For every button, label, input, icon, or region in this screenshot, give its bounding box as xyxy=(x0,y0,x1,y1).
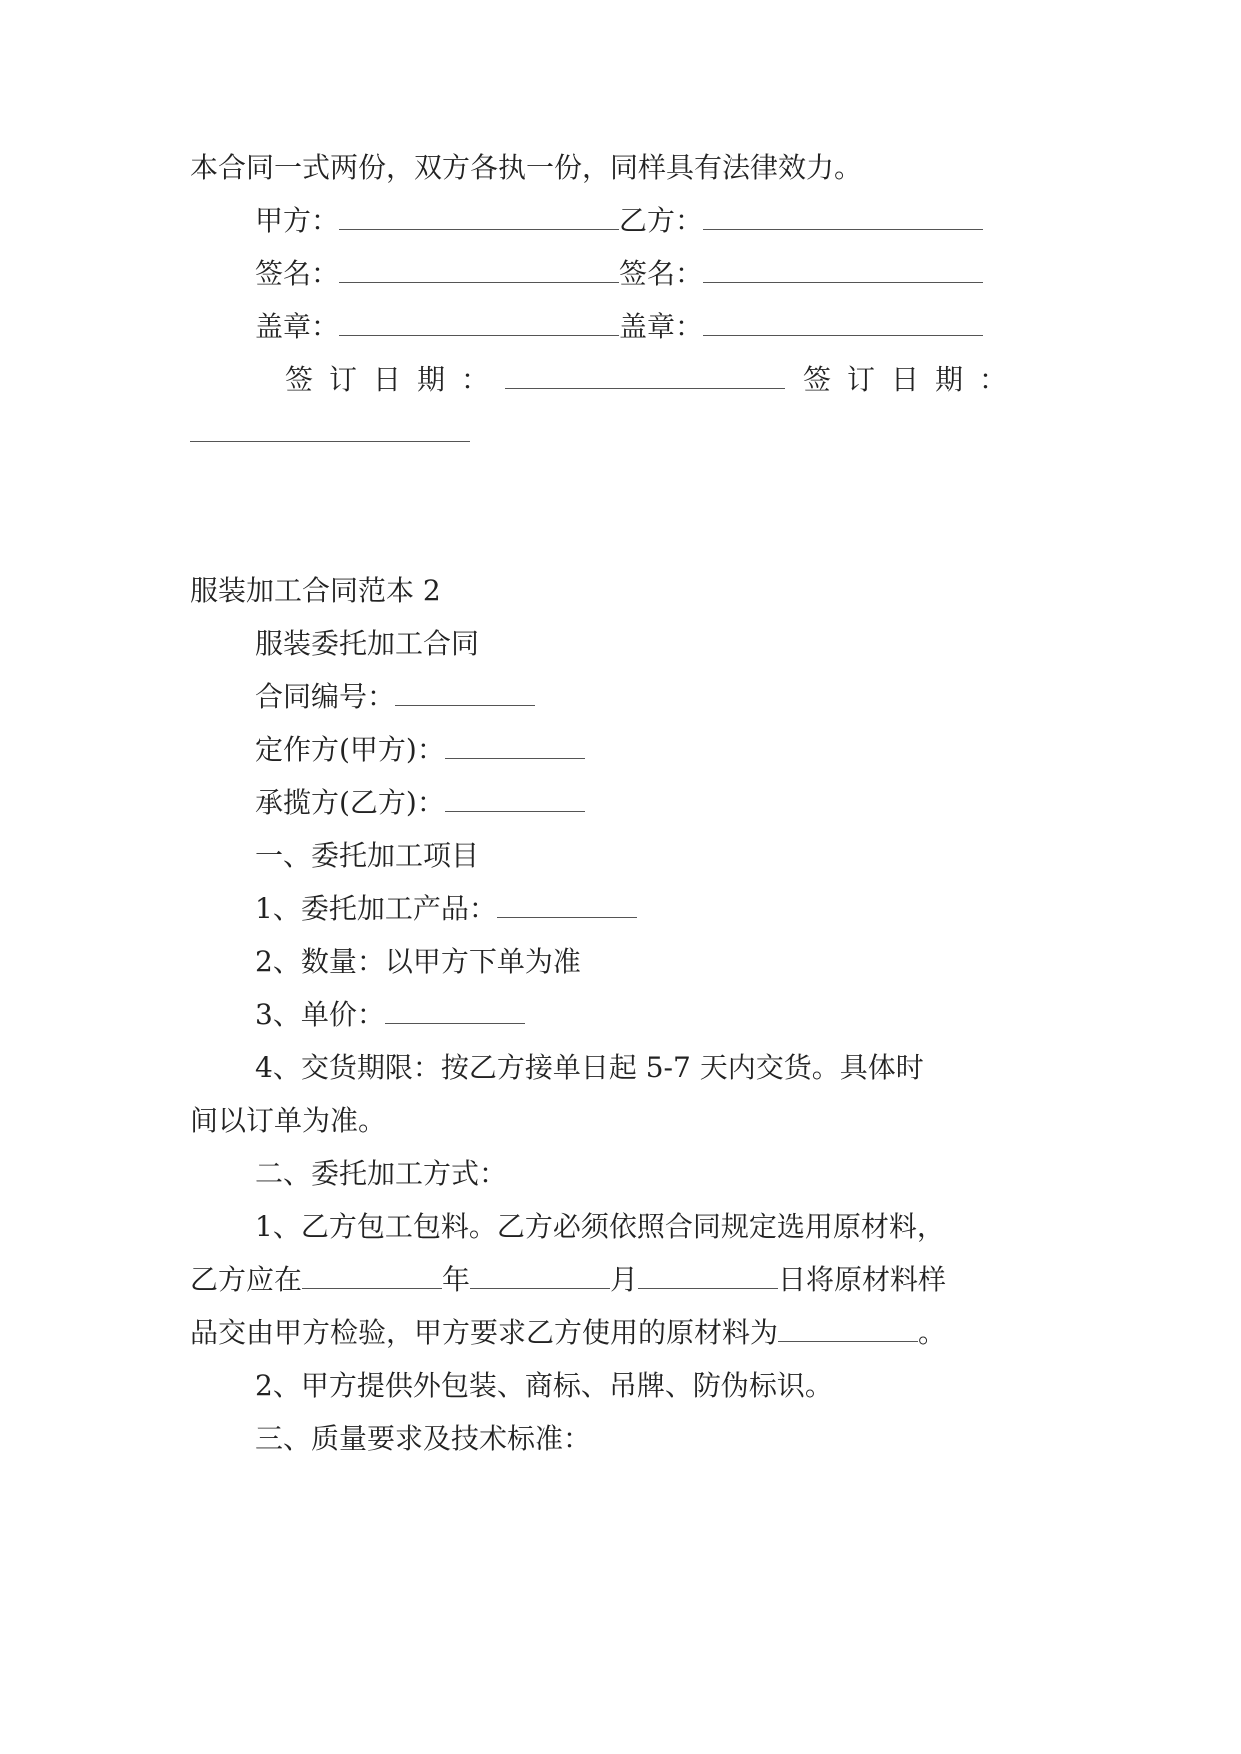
party-row xyxy=(255,201,983,241)
text-line xyxy=(255,1366,833,1406)
seal-row xyxy=(255,307,983,347)
seal-b-label: 盖章： xyxy=(619,310,704,343)
ordering-party-label: 定作方(甲方)： xyxy=(255,733,445,766)
product-blank xyxy=(497,893,637,918)
text-line xyxy=(255,1154,507,1194)
day-blank xyxy=(638,1264,778,1289)
year-label: 年 xyxy=(442,1263,471,1296)
section-heading-1: 一、委托加工项目 xyxy=(255,839,480,872)
packaging-clause: 2、甲方提供外包装、商标、吊牌、防伪标识。 xyxy=(255,1369,833,1402)
contract-number-blank xyxy=(395,681,535,706)
section-heading-2: 二、委托加工方式： xyxy=(255,1157,508,1190)
seal-a-blank xyxy=(339,311,619,336)
unit-price-row xyxy=(255,995,525,1035)
product-row xyxy=(255,889,637,929)
product-label: 1、委托加工产品： xyxy=(255,892,497,925)
signature-b-label: 签名： xyxy=(619,257,704,290)
text-line xyxy=(190,1101,386,1141)
month-label: 月 xyxy=(610,1263,639,1296)
delivery-clause-cont: 间以订单为准。 xyxy=(190,1104,387,1137)
text-line xyxy=(255,1048,924,1088)
materials-blank xyxy=(778,1317,918,1342)
section-heading-3: 三、质量要求及技术标准： xyxy=(255,1422,592,1455)
template-title: 服装加工合同范本 2 xyxy=(190,574,441,607)
sign-date-b-label: 签订日期： xyxy=(803,363,1024,396)
contract-number-label: 合同编号： xyxy=(255,680,396,713)
sign-date-a-label: 签订日期： xyxy=(285,363,506,396)
quantity-clause: 2、数量：以甲方下单为准 xyxy=(255,945,581,978)
year-blank xyxy=(302,1264,442,1289)
contract-copies-clause: 本合同一式两份，双方各执一份，同样具有法律效力。 xyxy=(190,151,863,184)
materials-suffix: 。 xyxy=(918,1316,947,1349)
text-line xyxy=(255,624,479,664)
signature-b-blank xyxy=(703,258,983,283)
unit-price-blank xyxy=(385,999,525,1024)
sign-date-b-blank xyxy=(190,417,470,442)
seal-b-blank xyxy=(703,311,983,336)
sign-date-a-blank xyxy=(505,364,785,389)
materials-row xyxy=(190,1313,946,1353)
contract-title: 服装委托加工合同 xyxy=(255,627,480,660)
delivery-clause: 4、交货期限：按乙方接单日起 5-7 天内交货。具体时 xyxy=(255,1051,924,1084)
sample-date-row xyxy=(190,1260,946,1300)
sample-date-prefix: 乙方应在 xyxy=(190,1263,303,1296)
signature-a-blank xyxy=(339,258,619,283)
materials-clause: 1、乙方包工包料。乙方必须依照合同规定选用原材料， xyxy=(255,1210,945,1243)
text-line xyxy=(255,1419,591,1459)
party-b-blank xyxy=(703,205,983,230)
signature-row xyxy=(255,254,983,294)
text-line xyxy=(255,942,581,982)
materials-prefix: 品交由甲方检验，甲方要求乙方使用的原材料为 xyxy=(190,1316,779,1349)
party-b-label: 乙方： xyxy=(619,204,704,237)
text-line xyxy=(255,836,479,876)
unit-price-label: 3、单价： xyxy=(255,998,385,1031)
month-blank xyxy=(470,1264,610,1289)
contractor-row xyxy=(255,783,585,823)
party-a-label: 甲方： xyxy=(255,204,340,237)
text-line xyxy=(190,148,862,188)
sign-date-row xyxy=(285,360,1023,400)
text-line xyxy=(255,1207,945,1247)
party-a-blank xyxy=(339,205,619,230)
contractor-label: 承揽方(乙方)： xyxy=(255,786,445,819)
contractor-blank xyxy=(445,787,585,812)
section-title xyxy=(190,571,441,611)
ordering-party-row xyxy=(255,730,585,770)
day-label: 日将原材料样 xyxy=(778,1263,947,1296)
signature-a-label: 签名： xyxy=(255,257,340,290)
sign-date-b-row xyxy=(190,413,470,453)
seal-a-label: 盖章： xyxy=(255,310,340,343)
contract-number-row xyxy=(255,677,535,717)
ordering-party-blank xyxy=(445,734,585,759)
